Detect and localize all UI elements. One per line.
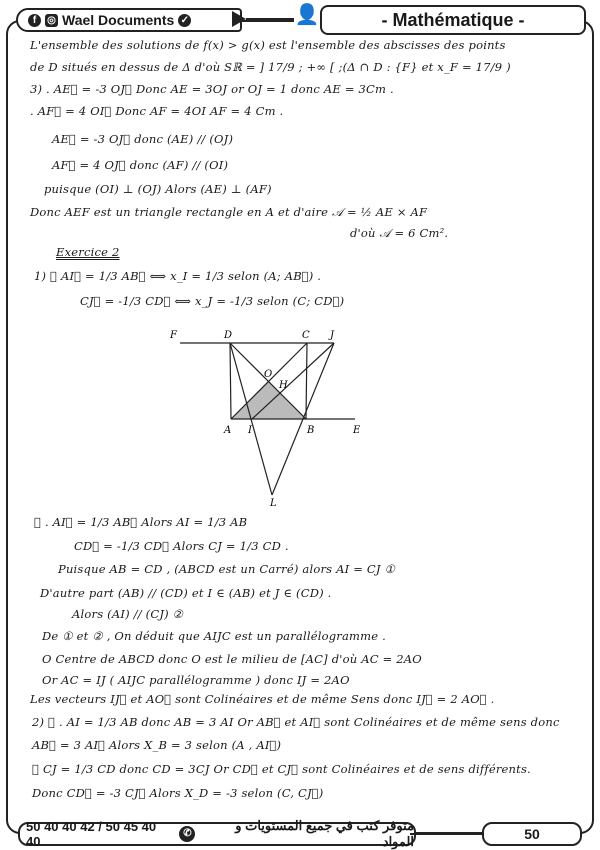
- point-label-A: A: [224, 425, 232, 436]
- footer-contact: [18, 818, 416, 849]
- segment-DA: [230, 343, 231, 419]
- point-label-D: D: [224, 330, 233, 341]
- text-line: D'autre part (AB) // (CD) et I ∈ (AB) et J ∈ (CD) .: [40, 586, 332, 600]
- subject-title: - Mathématique -: [320, 5, 586, 35]
- point-label-J: J: [330, 330, 335, 341]
- text-line: L'ensemble des solutions de f(x) > g(x) est l'ensemble des abscisses des points: [30, 38, 506, 52]
- text-line: Or AC = IJ ( AIJC parallélogramme ) donc IJ = 2AO: [42, 673, 350, 687]
- text-line: 2) ⓐ . AI = 1/3 AB donc AB = 3 AI Or AB⃗ et AI⃗ sont Colinéaires et de même sens donc: [32, 715, 560, 729]
- point-label-I: I: [248, 425, 252, 436]
- text-line: d'où 𝒜 = 6 Cm².: [350, 226, 449, 240]
- text-line: puisque (OI) ⊥ (OJ) Alors (AE) ⊥ (AF): [44, 182, 272, 196]
- footer-divider: [410, 833, 482, 835]
- segment-CB: [306, 343, 307, 419]
- text-line: de D situés en dessus de Δ d'où Sℝ = ] 17/9 ; +∞ [ ;(Δ ∩ D : {F} et x_F = 17/9 ): [30, 60, 511, 74]
- text-line: ⓑ . AI⃗ = 1/3 AB⃗ Alors AI = 1/3 AB: [34, 515, 248, 529]
- text-line: Puisque AB = CD , (ABCD est un Carré) alors AI = CJ ①: [58, 562, 396, 576]
- instagram-icon: ◎: [45, 14, 58, 27]
- text-line: AE⃗ = -3 OJ⃗ donc (AE) // (OJ): [52, 132, 234, 146]
- point-label-O: O: [264, 369, 273, 380]
- point-label-B: B: [307, 425, 315, 436]
- text-line: O Centre de ABCD donc O est le milieu de [AC] d'où AC = 2AO: [42, 652, 422, 666]
- point-label-E: E: [353, 425, 361, 436]
- text-line: 3) . AE⃗ = -3 OJ⃗ Donc AE = 3OJ or OJ = 1 donc AE = 3Cm .: [30, 82, 394, 96]
- phone-icon: ✆: [179, 826, 195, 842]
- text-line: De ① et ② , On déduit que AIJC est un parallélogramme .: [42, 629, 386, 643]
- footer-phones: 50 40 40 42 / 50 45 40 40: [26, 819, 157, 849]
- brand-name: Wael Documents: [62, 12, 175, 28]
- text-line: ⓑ CJ = 1/3 CD donc CD = 3CJ Or CD⃗ et CJ⃗ sont Colinéaires et de sens différents.: [32, 762, 531, 776]
- point-label-L: L: [270, 498, 277, 509]
- exercise-heading: Exercice 2: [56, 245, 120, 259]
- text-line: CJ⃗ = -1/3 CD⃗ ⟺ x_J = -1/3 selon (C; CD⃗): [80, 294, 345, 308]
- verified-icon: ✓: [178, 14, 191, 27]
- text-line: Alors (AI) // (CJ) ②: [72, 607, 184, 621]
- text-line: . AF⃗ = 4 OI⃗ Donc AF = 4OI AF = 4 Cm .: [30, 104, 284, 118]
- facebook-icon: f: [28, 14, 41, 27]
- page-number: 50: [482, 822, 582, 846]
- text-line: Donc CD⃗ = -3 CJ⃗ Alors X_D = -3 selon (C, CJ⃗): [32, 786, 324, 800]
- text-line: Donc AEF est un triangle rectangle en A et d'aire 𝒜 = ½ AE × AF: [30, 205, 428, 219]
- text-line: AB⃗ = 3 AI⃗ Alors X_B = 3 selon (A , AI⃗): [32, 738, 282, 752]
- point-label-H: H: [279, 380, 288, 391]
- point-label-F: F: [170, 330, 177, 341]
- text-line: AF⃗ = 4 OJ⃗ donc (AF) // (OI): [52, 158, 229, 172]
- footer-tagline: متوفر كتب في جميع المستويات و المواد: [235, 818, 414, 849]
- point-label-C: C: [302, 330, 310, 341]
- text-line: Les vecteurs IJ⃗ et AO⃗ sont Colinéaires et de même Sens donc IJ⃗ = 2 AO⃗ .: [30, 692, 495, 706]
- text-line: CD⃗ = -1/3 CD⃗ Alors CJ = 1/3 CD .: [74, 539, 289, 553]
- text-line: 1) ⓐ AI⃗ = 1/3 AB⃗ ⟺ x_I = 1/3 selon (A; AB⃗) .: [34, 269, 322, 283]
- reading-person-icon: 👤: [294, 2, 320, 30]
